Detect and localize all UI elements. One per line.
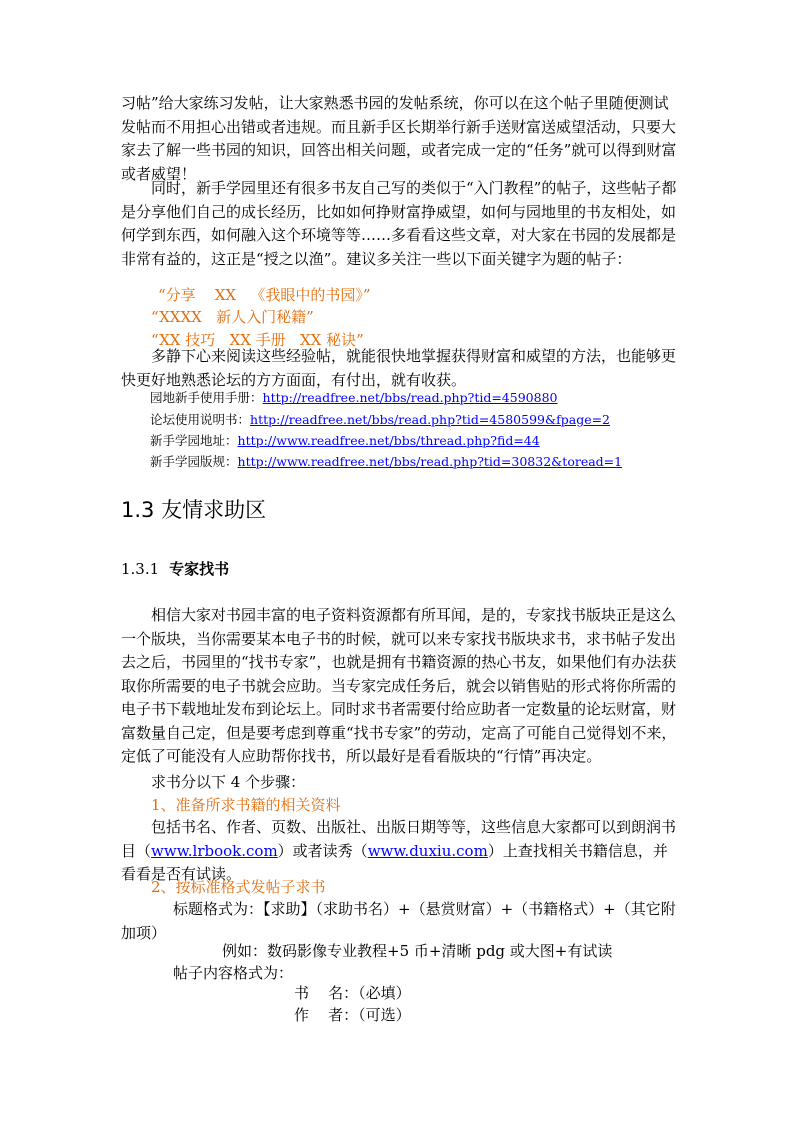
link-rules[interactable]: http://www.readfree.net/bbs/read.php?tid=30832&toread=1 (237, 454, 623, 469)
link-label: 论坛使用说明书： (150, 412, 251, 427)
subsection-title: 专家找书 (169, 560, 230, 578)
link-label: 新手学园版规： (150, 454, 238, 469)
step1-text-c: ）上查找相关书籍信息，并看看是否有试读。 (121, 841, 668, 883)
keyword-line-2: “XXXX 新人入门秘籍” (151, 308, 314, 326)
keyword-line-3: “XX 技巧 XX 手册 XX 秘诀” (151, 331, 364, 349)
paragraph-expert-search: 相信大家对书园丰富的电子资料资源都有所耳闻，是的，专家找书版块正是这么一个版块，当你需要某本电子书的时候，就可以来专家找书版块求书，求书帖子发出去之后，书园里的“找书专家”，也就是拥有书籍资源的热心书友，如果他们有办法获取你所需要的电子书就会应助。当专家完成任务后，就会以销售贴的形式将你所需的电子书下载地址发布到论坛上。同时求书者需要付给应助者一定数量的论坛财富，财富数量自己定，但是要考虑到尊重“找书专家”的劳动，定高了可能自己觉得划不来，定低了可能没有人应助帮你找书，所以最好是看看版块的“行情”再决定。 (121, 606, 677, 765)
link-row-manual (150, 388, 557, 408)
paragraph-experience: 多静下心来阅读这些经验帖，就能很快地掌握获得财富和威望的方法，也能够更快更好地熟悉论坛的方方面面，有付出，就有收获。 (121, 347, 677, 389)
link-row-rules (150, 452, 622, 472)
link-row-guide (150, 410, 610, 430)
link-manual[interactable]: http://readfree.net/bbs/read.php?tid=4590880 (262, 390, 558, 405)
duxiu-link[interactable]: www.duxiu.com (367, 841, 488, 860)
link-label: 新手学园地址： (150, 433, 238, 448)
step1-text-b: ）或者读秀（ (277, 841, 368, 860)
section-title: 友情求助区 (161, 498, 267, 522)
link-row-school (150, 431, 540, 451)
subsection-heading (121, 558, 229, 579)
subsection-number: 1.3.1 (121, 560, 160, 578)
steps-intro: 求书分以下 4 个步骤： (151, 773, 306, 791)
field-book-name: 书 名：（必填） (294, 984, 411, 1002)
content-format: 帖子内容格式为： (173, 964, 294, 982)
paragraph-newbie-practice: 习帖”给大家练习发帖，让大家熟悉书园的发帖系统，你可以在这个帖子里随便测试发帖而不用担心出错或者违规。而且新手区长期举行新手送财富送威望活动，只要大家去了解一些书园的知识，回答出相关问题，或者完成一定的“任务”就可以得到财富或者威望！ (121, 94, 677, 183)
lrbook-link[interactable]: www.lrbook.com (151, 841, 278, 860)
step1-text-a: 包括书名、作者、页数、出版社、出版日期等等，这些信息大家都可以到朗润书目（ (121, 818, 677, 860)
paragraph-tutorials: 同时，新手学园里还有很多书友自己写的类似于“入门教程”的帖子，这些帖子都是分享他们自己的成长经历，比如如何挣财富挣威望，如何与园地里的书友相处，如何学到东西，如何融入这个环境等等……多看看这些文章，对大家在书园的发展都是非常有益的，这正是“授之以渔”。建议多关注一些以下面关键字为题的帖子： (121, 179, 677, 268)
field-author: 作 者：（可选） (294, 1006, 411, 1024)
keyword-line-1: “分享 XX 《我眼中的书园》” (158, 286, 371, 304)
section-heading (121, 494, 266, 524)
example-line: 例如：数码影像专业教程+5 币+清晰 pdg 或大图+有试读 (222, 942, 613, 960)
link-label: 园地新手使用手册： (150, 390, 263, 405)
section-number: 1.3 (121, 498, 155, 522)
link-forum-guide[interactable]: http://readfree.net/bbs/read.php?tid=4580599&fpage=2 (250, 412, 611, 427)
step2-title: 2、按标准格式发帖子求书 (151, 878, 326, 896)
title-format: 标题格式为：【求助】（求助书名）+（悬赏财富）+（书籍格式）+（其它附加项） (121, 900, 676, 942)
link-school[interactable]: http://www.readfree.net/bbs/thread.php?fid=44 (237, 433, 540, 448)
step1-title: 1、准备所求书籍的相关资料 (151, 796, 341, 814)
